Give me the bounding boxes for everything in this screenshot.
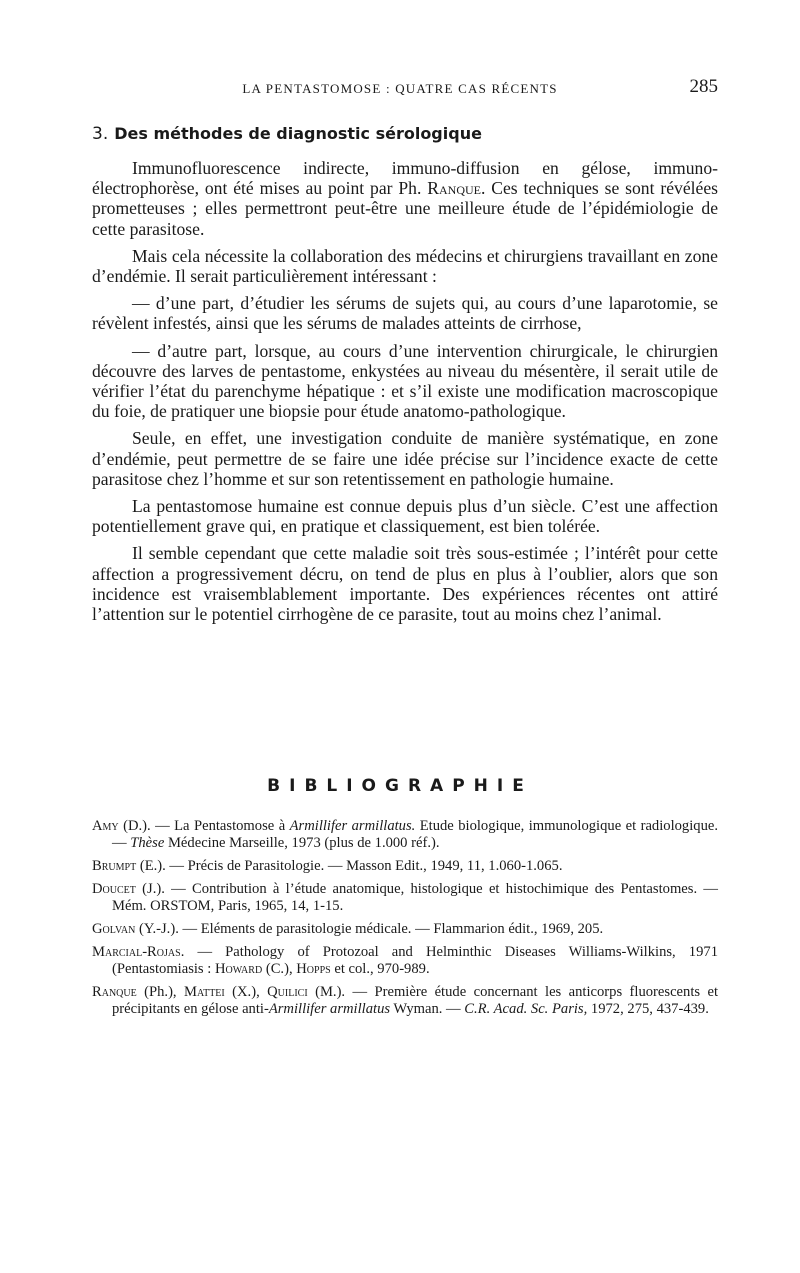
reference-text: Wyman. — xyxy=(390,1001,465,1017)
reference-author: Brumpt xyxy=(92,858,137,874)
reference-italic: C.R. Acad. Sc. Paris, xyxy=(464,1001,588,1017)
reference-item xyxy=(92,921,718,938)
reference-author: Doucet xyxy=(92,881,136,897)
paragraph-1 xyxy=(92,158,718,239)
bibliography-heading: BIBLIOGRAPHIE xyxy=(267,776,533,796)
paragraph-1-part-b: . Ces techniques se sont révélées prometteuses ; elles permettront peut-être une meilleure étude de l’épidémiologie de cette parasitose. xyxy=(92,178,718,239)
running-head xyxy=(0,78,800,100)
reference-author: Hopps xyxy=(296,961,331,977)
paragraph-3: — d’une part, d’étudier les sérums de sujets qui, au cours d’une laparotomie, se révèlent infestés, ainsi que les sérums de malades atteints de cirrhose, xyxy=(92,293,718,334)
reference-item xyxy=(92,858,718,875)
reference-text: (X.), xyxy=(224,984,268,1000)
reference-text: (Ph.), xyxy=(136,984,184,1000)
reference-text: (Y.-J.). — Eléments de parasitologie médicale. — Flammarion édit., 1969, 205. xyxy=(135,921,604,937)
reference-text: . — Pathology of Protozoal and Helminthic Diseases Williams-Wilkins, 1971 (Pentastomiasis : xyxy=(112,944,718,977)
reference-italic: Thèse xyxy=(130,835,165,851)
reference-item xyxy=(92,944,718,978)
section-heading xyxy=(92,124,482,144)
reference-text: (M.). — Première étude concernant les anticorps fluorescents et précipitants en gélose anti- xyxy=(112,984,718,1017)
reference-text: (E.). — Précis de Parasitologie. — Masson Edit., 1949, 11, 1.060-1.065. xyxy=(136,858,563,874)
reference-italic: Armillifer armillatus xyxy=(268,1001,391,1017)
page-number: 285 xyxy=(689,76,718,97)
reference-author: Golvan xyxy=(92,921,136,937)
reference-author: Ranque xyxy=(92,984,137,1000)
running-title: LA PENTASTOMOSE : QUATRE CAS RÉCENTS xyxy=(242,81,558,96)
reference-item xyxy=(92,818,718,852)
reference-author: Mattei xyxy=(184,984,225,1000)
reference-text: (J.). — Contribution à l’étude anatomique, histologique et histochimique des Pentastomes. — Mém. ORSTOM, Paris, 1965, 14, 1-15. xyxy=(112,881,718,914)
author-name: Ranque xyxy=(427,178,481,199)
section-number: 3. xyxy=(92,124,109,144)
reference-author: Quilici xyxy=(267,984,308,1000)
paragraph-5: Seule, en effet, une investigation conduite de manière systématique, en zone d’endémie, peut permettre de se faire une idée précise sur l’incidence exacte de cette parasitose chez l’homme et sur son retentissement en pathologie humaine. xyxy=(92,428,718,489)
body-text xyxy=(92,158,718,631)
reference-italic: Armillifer armillatus. xyxy=(289,818,416,834)
paragraph-4: — d’autre part, lorsque, au cours d’une intervention chirurgicale, le chirurgien découvre des larves de pentastome, enkystées au niveau du mésentère, il serait utile de vérifier l’état du parenchyme hépatique : et s’il existe une modification macroscopique du foie, de pratiquer une biopsie pour étude anatomo-pathologique. xyxy=(92,340,718,422)
reference-author: Amy xyxy=(92,818,119,834)
reference-text: Etude biologique, immunologique et radiologique. — xyxy=(112,818,719,851)
reference-author: Howard xyxy=(214,961,263,977)
paragraph-1-part-a: Immunofluorescence indirecte, immuno-diffusion en gélose, immuno-électrophorèse, ont été mises au point par Ph. xyxy=(92,158,718,199)
reference-author: Marcial-Rojas xyxy=(92,944,181,960)
section-title: Des méthodes de diagnostic sérologique xyxy=(114,124,482,143)
reference-item xyxy=(92,984,718,1018)
reference-text: Médecine Marseille, 1973 (plus de 1.000 réf.). xyxy=(164,835,440,851)
reference-text: (C.), xyxy=(262,961,297,977)
reference-item xyxy=(92,881,718,915)
paragraph-2: Mais cela nécessite la collaboration des médecins et chirurgiens travaillant en zone d’endémie. Il serait particulièrement intéressant : xyxy=(92,245,718,287)
paragraph-6: La pentastomose humaine est connue depuis plus d’un siècle. C’est une affection potentiellement grave qui, en pratique et classiquement, est bien tolérée. xyxy=(92,496,718,537)
reference-text: (D.). — La Pentastomose à xyxy=(118,818,290,834)
paragraph-7: Il semble cependant que cette maladie soit très sous-estimée ; l’intérêt pour cette affection a progressivement décru, on tend de plus en plus à l’oublier, alors que son incidence est vraisemblablement importante. Des expériences récentes ont attiré l’attention sur le potentiel cirrhogène de ce parasite, tout au moins chez l’animal. xyxy=(92,543,718,625)
reference-text: 1972, 275, 437-439. xyxy=(587,1001,709,1017)
bibliography-list xyxy=(92,818,718,1024)
reference-text: et col., 970-989. xyxy=(330,961,430,977)
